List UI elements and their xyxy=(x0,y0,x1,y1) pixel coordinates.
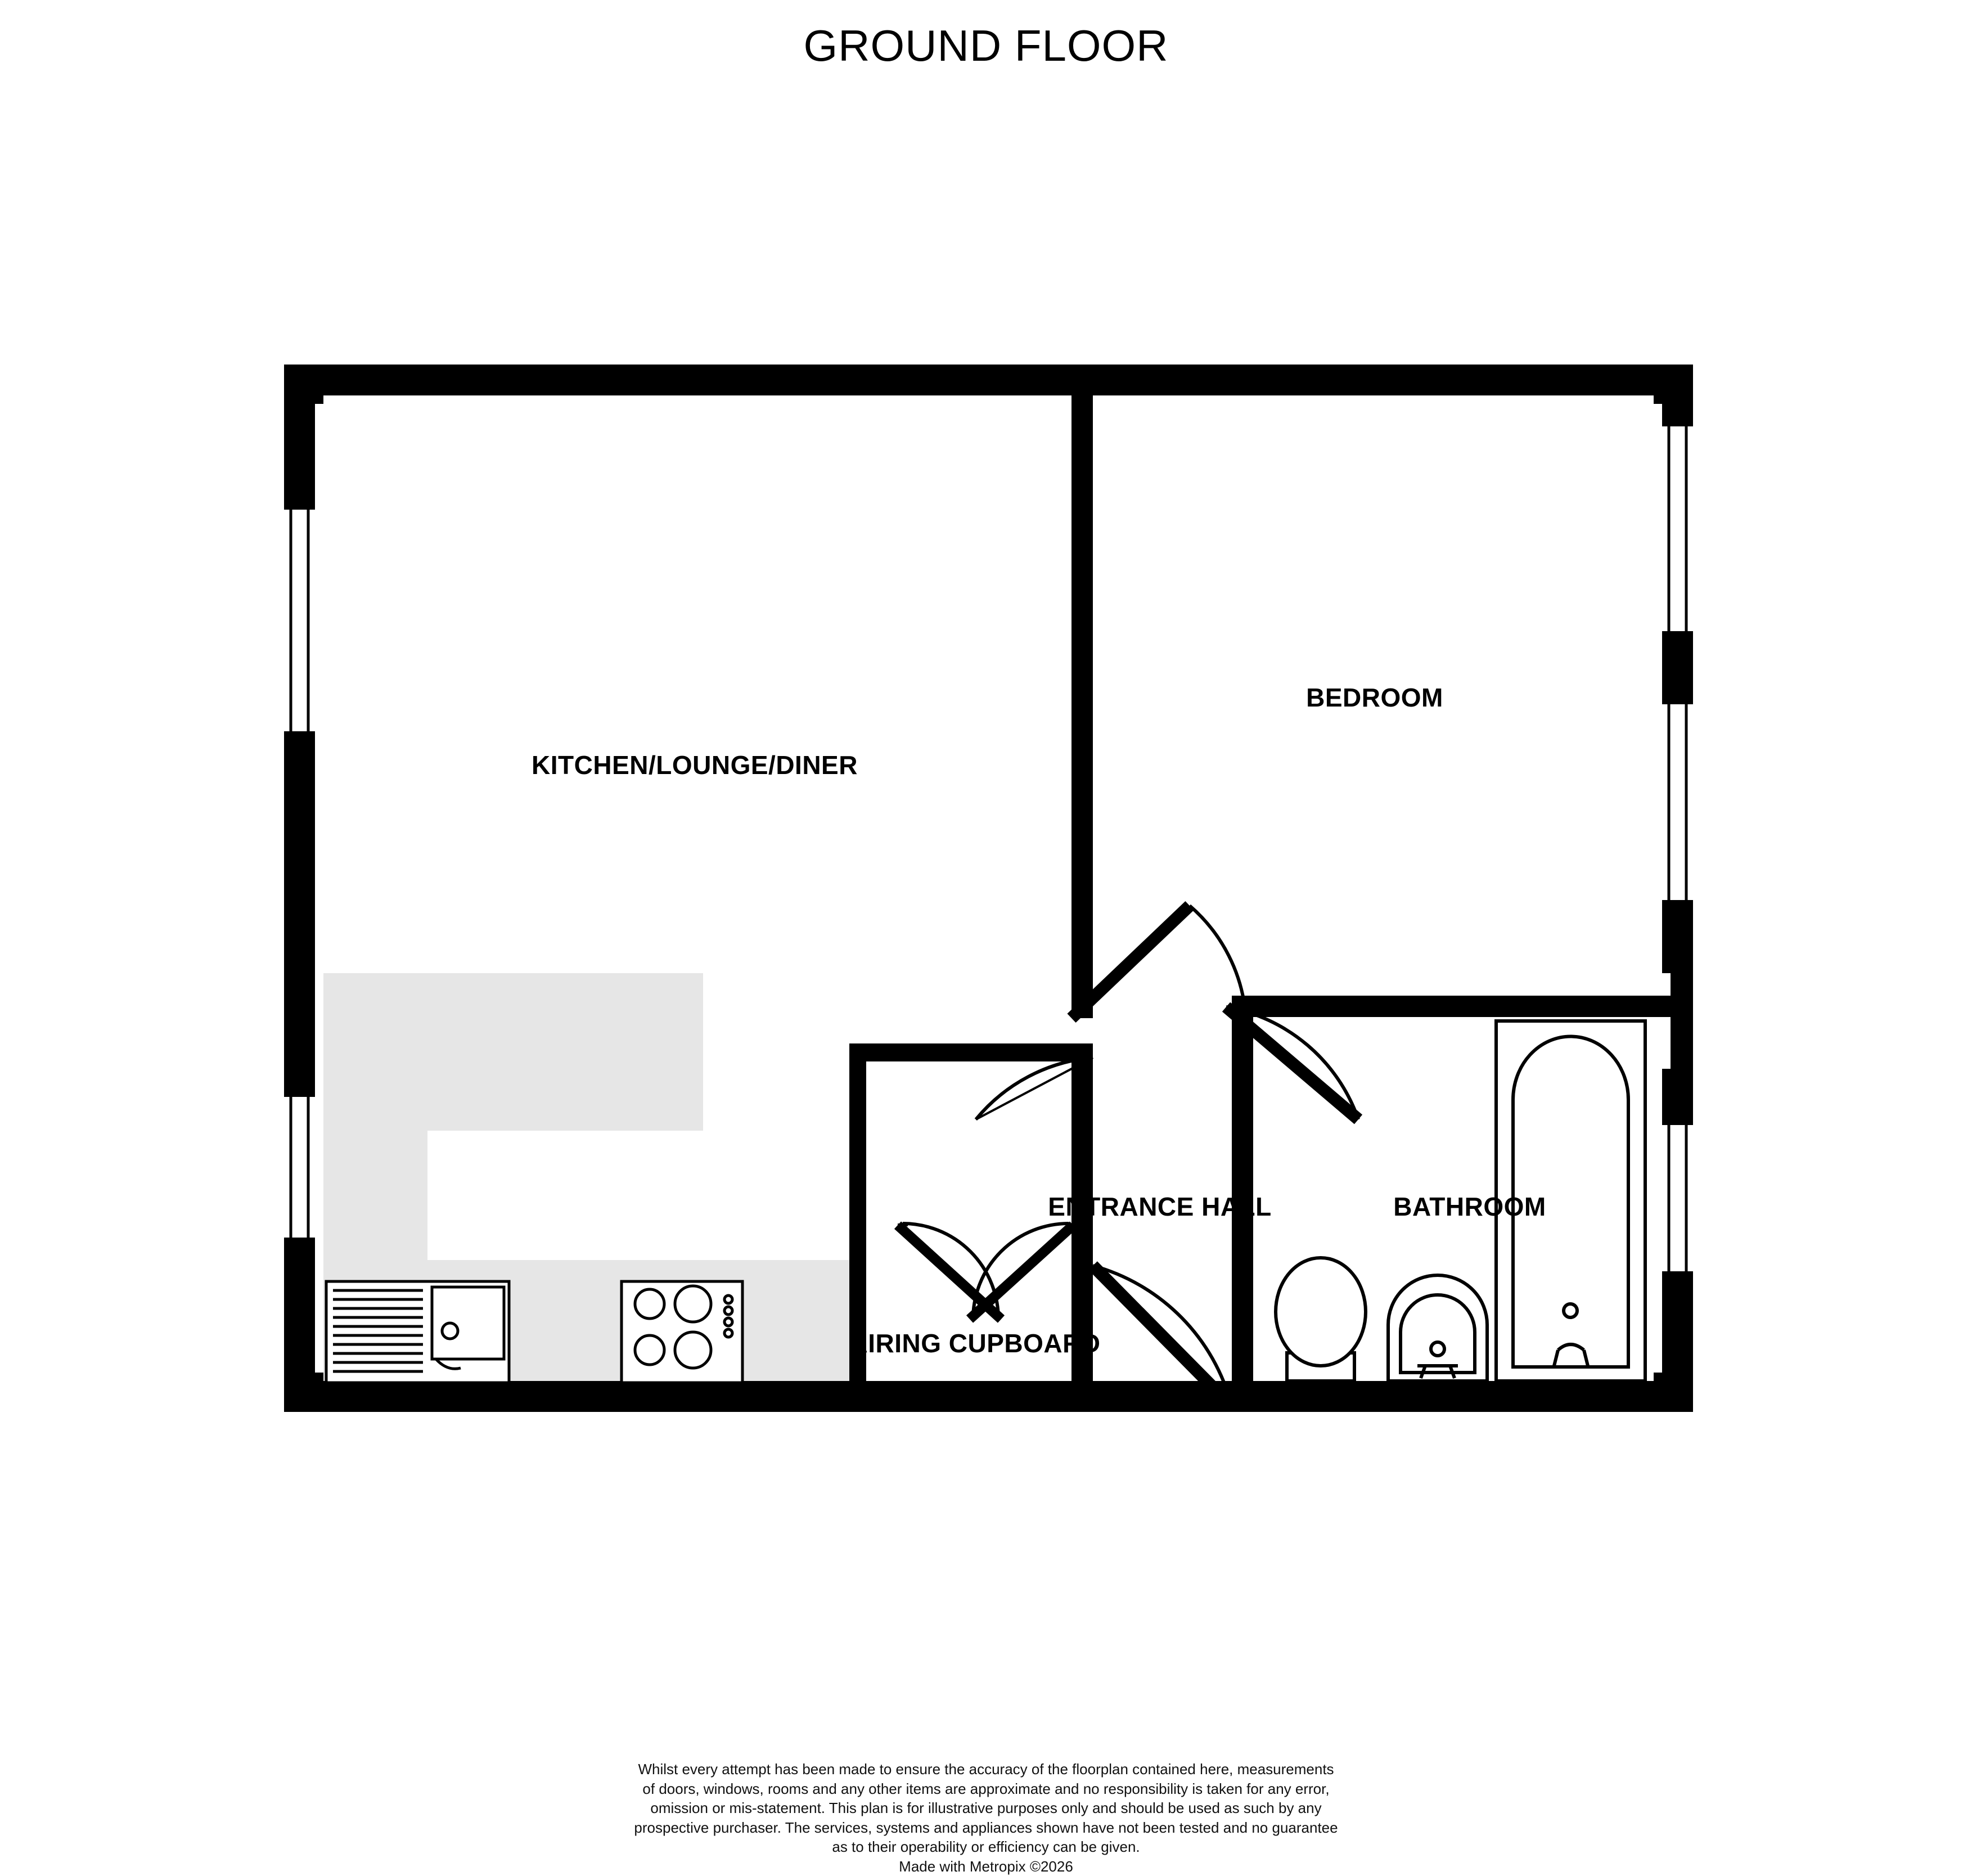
disclaimer-line-3: omission or mis-statement. This plan is for illustrative purposes only and should be used as such by any xyxy=(650,1799,1322,1817)
room-label-bathroom: BATHROOM xyxy=(1393,1192,1546,1221)
page-title: GROUND FLOOR xyxy=(803,21,1169,70)
exterior-walls xyxy=(284,365,1693,1412)
disclaimer-line-1: Whilst every attempt has been made to ensure the accuracy of the floorplan contained here, measurements xyxy=(638,1761,1334,1778)
disclaimer-line-2: of doors, windows, rooms and any other items are approximate and no responsibility is taken for any error, xyxy=(642,1780,1330,1797)
disclaimer-line-5: as to their operability or efficiency can be given. xyxy=(832,1838,1140,1856)
room-label-entrance-hall: ENTRANCE HALL xyxy=(1048,1192,1272,1221)
room-label-airing-cupboard: AIRING CUPBOARD xyxy=(849,1329,1101,1358)
toilet xyxy=(1276,1258,1366,1381)
windows xyxy=(284,426,1693,1271)
wash-basin xyxy=(1388,1275,1487,1381)
disclaimer-credit: Made with Metropix ©2026 xyxy=(899,1857,1073,1875)
room-label-kitchen-lounge-diner: KITCHEN/LOUNGE/DINER xyxy=(532,750,858,780)
hob xyxy=(622,1281,742,1383)
room-label-bedroom: BEDROOM xyxy=(1306,683,1443,712)
wall-bodies xyxy=(284,365,1693,1412)
kitchen-sink xyxy=(326,1281,509,1383)
disclaimer-line-4: prospective purchaser. The services, systems and appliances shown have not been tested and no guarantee xyxy=(634,1819,1338,1836)
